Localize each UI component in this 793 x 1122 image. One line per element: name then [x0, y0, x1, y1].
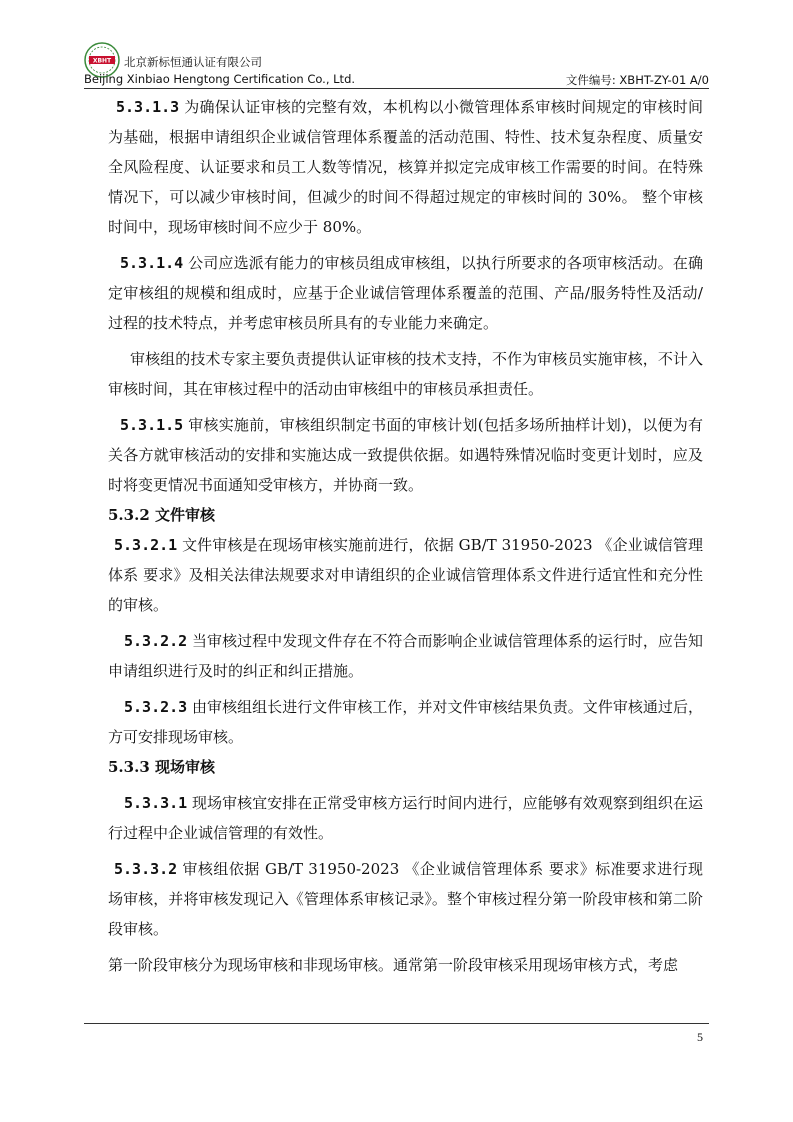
clause-number: 5.3.2.3: [124, 698, 188, 716]
paragraph-5-3-3-2: [108, 854, 703, 944]
page-header: [84, 40, 709, 88]
svg-text:XBHT: XBHT: [92, 57, 112, 65]
clause-number: 5.3.1.3: [116, 98, 180, 116]
company-name-en: Beijing Xinbiao Hengtong Certification Co., Ltd.: [84, 72, 356, 86]
paragraph-text: 审核实施前，审核组织制定书面的审核计划(包括多场所抽样计划)，以便为有关各方就审核活动的安排和实施达成一致提供依据。如遇特殊情况临时变更计划时，应及时将变更情况书面通知受审核方，并协商一致。: [108, 416, 703, 494]
paragraph-5-3-1-5: [108, 410, 703, 500]
footer-divider: [84, 1023, 709, 1024]
clause-number: 5.3.3.2: [114, 860, 178, 878]
clause-number: 5.3.1.5: [120, 416, 184, 434]
paragraph-text: 由审核组组长进行文件审核工作，并对文件审核结果负责。文件审核通过后，方可安排现场审核。: [108, 698, 703, 746]
paragraph-5-3-2-3: [108, 692, 703, 752]
document-body: [108, 92, 703, 980]
paragraph-tech-expert: 审核组的技术专家主要负责提供认证审核的技术支持，不作为审核员实施审核，不计入审核时间，其在审核过程中的活动由审核组中的审核员承担责任。: [108, 350, 703, 398]
paragraph-text: 审核组依据 GB/T 31950-2023 《企业诚信管理体系 要求》标准要求进行现场审核，并将审核发现记入《管理体系审核记录》。整个审核过程分第一阶段审核和第二阶段审核。: [108, 860, 703, 938]
section-heading-5-3-3: 5.3.3 现场审核: [108, 758, 215, 776]
paragraph-5-3-3-1: [108, 788, 703, 848]
clause-number: 5.3.3.1: [124, 794, 188, 812]
paragraph-text: 文件审核是在现场审核实施前进行，依据 GB/T 31950-2023 《企业诚信管理体系 要求》及相关法律法规要求对申请组织的企业诚信管理体系文件进行适宜性和充分性的审核。: [108, 536, 703, 614]
paragraph-5-3-2-1: [108, 530, 703, 620]
section-heading-5-3-2: 5.3.2 文件审核: [108, 506, 215, 524]
document-number: 文件编号: XBHT-ZY-01 A/0: [565, 73, 709, 87]
paragraph-text: 当审核过程中发现文件存在不符合而影响企业诚信管理体系的运行时，应告知申请组织进行及时的纠正和纠正措施。: [108, 632, 703, 680]
paragraph-text: 公司应选派有能力的审核员组成审核组，以执行所要求的各项审核活动。在确定审核组的规模和组成时，应基于企业诚信管理体系覆盖的范围、产品/服务特性及活动/过程的技术特点，并考虑审核员所具有的专业能力来确定。: [108, 254, 703, 332]
paragraph-5-3-1-4: [108, 248, 703, 338]
clause-number: 5.3.1.4: [120, 254, 184, 272]
page-number: 5: [697, 1030, 703, 1044]
clause-number: 5.3.2.1: [114, 536, 178, 554]
company-name-cn: 北京新标恒通认证有限公司: [124, 55, 262, 69]
paragraph-text: 为确保认证审核的完整有效，本机构以小微管理体系审核时间规定的审核时间为基础，根据申请组织企业诚信管理体系覆盖的活动范围、特性、技术复杂程度、质量安全风险程度、认证要求和员工人数等情况，核算并拟定完成审核工作需要的时间。在特殊情况下，可以减少审核时间，但减少的时间不得超过规定的审核时间的 30%。 整个审核时间中，现场审核时间不应少于 80%。: [108, 98, 703, 236]
paragraph-stage-one: 第一阶段审核分为现场审核和非现场审核。通常第一阶段审核采用现场审核方式，考虑: [108, 956, 679, 974]
paragraph-5-3-2-2: [108, 626, 703, 686]
header-divider: [84, 88, 709, 89]
clause-number: 5.3.2.2: [124, 632, 188, 650]
paragraph-text: 现场审核宜安排在正常受审核方运行时间内进行，应能够有效观察到组织在运行过程中企业诚信管理的有效性。: [108, 794, 703, 842]
paragraph-5-3-1-3: [108, 92, 703, 242]
